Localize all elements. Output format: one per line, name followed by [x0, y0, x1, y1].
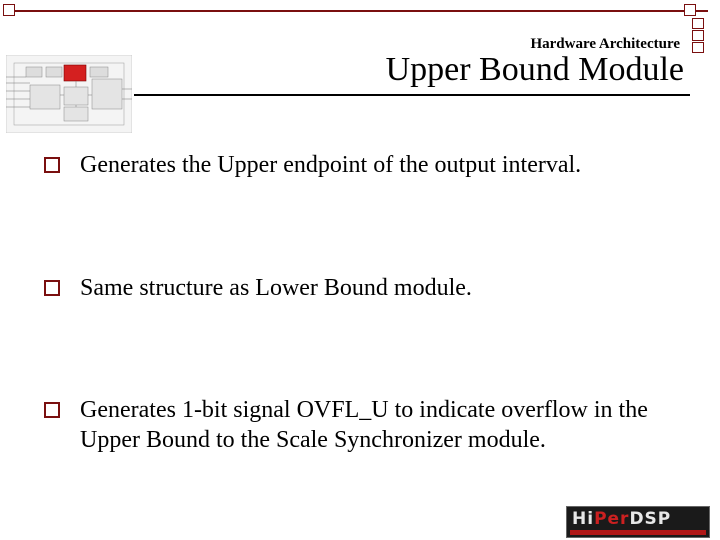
bullet-box-icon	[44, 402, 60, 418]
logo-subtitle-bar	[570, 530, 706, 535]
bullet-text-3: Generates 1-bit signal OVFL_U to indicate overflow in the Upper Bound to the Scale Synchronizer module.	[80, 397, 648, 453]
bullet-box-icon	[44, 280, 60, 296]
architecture-diagram-thumbnail	[6, 55, 132, 133]
logo-wordmark: HiPerDSP	[572, 509, 672, 529]
bullet-text-2: Same structure as Lower Bound module.	[80, 275, 472, 301]
section-kicker: Hardware Architecture	[530, 36, 680, 52]
slide-title: Upper Bound Module	[385, 51, 684, 88]
top-border-line	[8, 10, 708, 12]
corner-square-left	[3, 4, 15, 16]
bullet-box-icon	[44, 157, 60, 173]
corner-square-right	[684, 4, 696, 16]
bullet-item-3	[44, 395, 684, 455]
bullet-item-2	[44, 273, 684, 303]
bullet-text-1: Generates the Upper endpoint of the output interval.	[80, 152, 582, 178]
title-underline	[134, 94, 690, 96]
hiperdsp-logo	[566, 506, 710, 538]
side-square-1	[692, 18, 704, 29]
bullet-item-1	[44, 150, 684, 180]
side-square-2	[692, 30, 704, 41]
side-square-3	[692, 42, 704, 53]
